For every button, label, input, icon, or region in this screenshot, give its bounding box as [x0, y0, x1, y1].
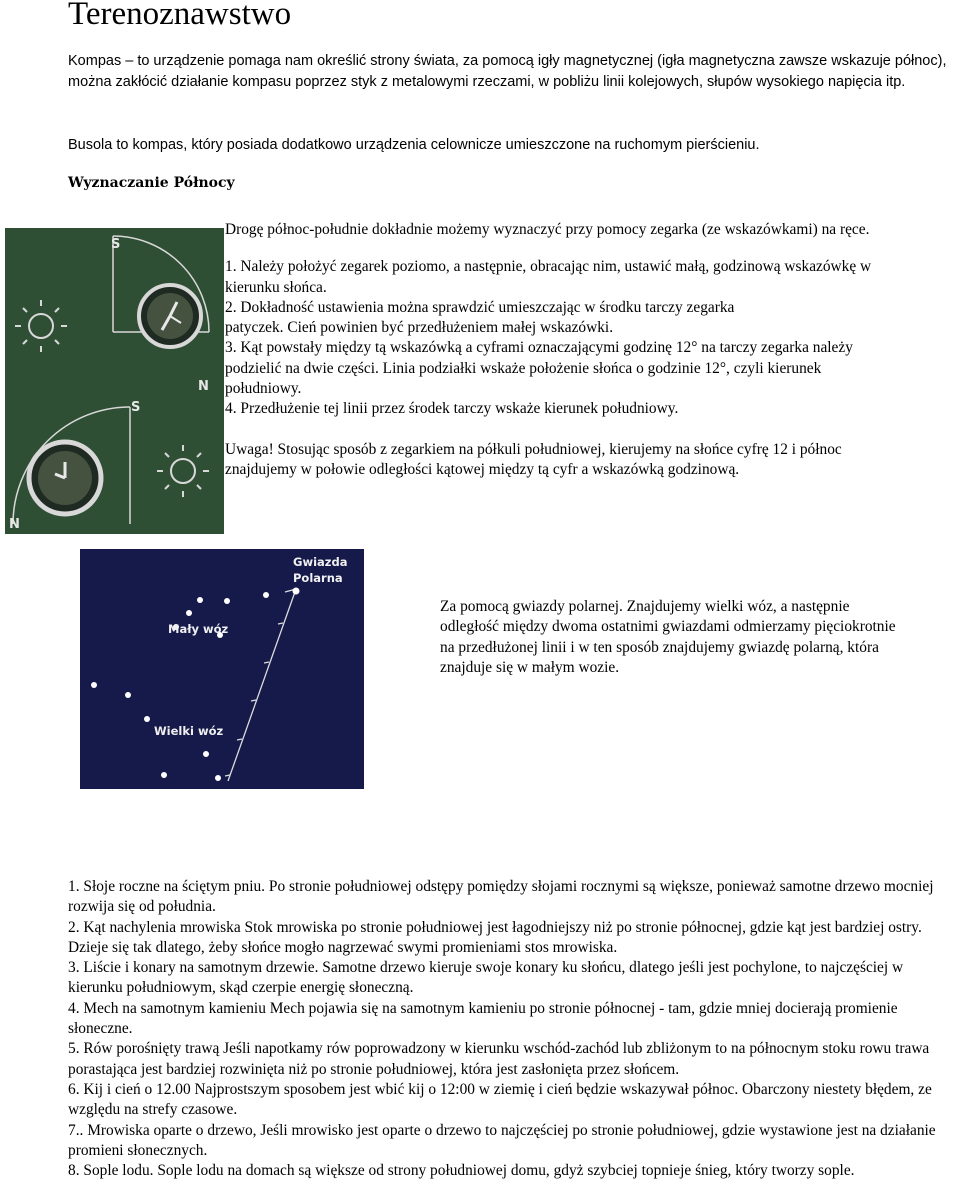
label-polaris-1: Gwiazda: [293, 555, 348, 569]
polaris-line-3: na przedłużonej linii i w ten sposób znajdujemy gwiazdę polarną, która: [440, 638, 879, 656]
label-s-lower: S: [131, 400, 141, 415]
other-methods-list: [68, 877, 958, 1181]
method-item-5: 5. Rów porośnięty trawą Jeśli napotkamy rów poprowadzony w kierunku wschód-zachód lub zbliżonym to na północnym stoku rowu trawa porastająca jest bardziej rozwinięta niż po stronie południowej, która jest zasłonięta przez słońcem.: [68, 1040, 930, 1078]
watch-sun-figure: [5, 228, 224, 534]
page-title: Terenoznawstwo: [68, 0, 292, 32]
busola-paragraph: Busola to kompas, który posiada dodatkowo urządzenia celownicze umieszczone na ruchomym pierścieniu.: [68, 137, 760, 153]
warning-line-2: znajdujemy w połowie odległości kątowej między tą cyfr a wskazówką godzinową.: [225, 460, 740, 478]
label-polaris-2: Polarna: [293, 571, 343, 585]
compass-paragraph: Kompas – to urządzenie pomaga nam określić strony świata, za pomocą igły magnetycznej (igła magnetyczna zawsze wskazuje północ), można zakłócić działanie kompasu poprzez styk z metalowymi rzeczami, w pobliżu linii kolejowych, słupów wysokiego napięcia itp.: [68, 53, 947, 90]
method-item-1: 1. Słoje roczne na ściętym pniu. Po stronie południowej odstępy pomiędzy słojami rocznymi są większe, ponieważ samotne drzewo mocniej rozwija się od południa.: [68, 878, 934, 916]
label-little-dipper: Mały wóz: [168, 622, 229, 636]
method-item-8: 8. Sople lodu. Sople lodu na domach są większe od strony południowej domu, gdyż szybciej topnieje śnieg, który tworzy sople.: [68, 1162, 855, 1180]
method-item-7: 7.. Mrowiska oparte o drzewo, Jeśli mrowisko jest oparte o drzewo to najczęściej po stronie południowej, gdzie wystawione jest na działanie promieni słonecznych.: [68, 1121, 936, 1159]
method-item-6: 6. Kij i cień o 12.00 Najprostszym sposobem jest wbić kij o 12:00 w ziemię i cień będzie wskazywał północ. Obarczony niestety błędem, ze względu na strefy czasowe.: [68, 1080, 932, 1119]
watch-step-1-line-2: kierunku słońca.: [225, 278, 327, 296]
watch-step-1-line-1: 1. Należy położyć zegarek poziomo, a następnie, obracając nim, ustawić małą, godzinową wskazówkę w: [225, 258, 872, 276]
polaris-line-4: znajduje się w małym wozie.: [440, 658, 620, 676]
watch-method-text: [225, 220, 960, 480]
figure-background: [80, 549, 364, 789]
polaris-line-2: odległość między dwoma ostatnimi gwiazdami odmierzamy pięciokrotnie: [440, 618, 896, 636]
watch-step-4: 4. Przedłużenie tej linii przez środek tarczy wskaże kierunek południowy.: [225, 400, 679, 418]
watch-intro: Drogę północ-południe dokładnie możemy wyznaczyć przy pomocy zegarka (ze wskazówkami) na ręce.: [225, 221, 870, 238]
method-item-3: 3. Liście i konary na samotnym drzewie. Samotne drzewo kieruje swoje konary ku słońcu, dlatego jeśli jest pochylone, to najczęściej w kierunku południowym, skąd czerpie energię słoneczną.: [68, 959, 904, 997]
polaris-line-1: Za pomocą gwiazdy polarnej. Znajdujemy wielki wóz, a następnie: [440, 598, 850, 615]
watch-step-2-line-1: 2. Dokładność ustawienia można sprawdzić umieszczając w środku tarczy zegarka: [225, 298, 735, 316]
watch-step-3-line-3: południowy.: [225, 380, 302, 398]
label-s-upper: S: [111, 237, 121, 252]
label-big-dipper: Wielki wóz: [154, 724, 224, 738]
label-n-lower: N: [9, 517, 20, 532]
warning-line-1: Uwaga! Stosując sposób z zegarkiem na półkuli południowej, kierujemy na słońce cyfrę 12 i północ: [225, 440, 842, 458]
watch-step-3-line-2: podzielić na dwie części. Linia podziałki wskaże położenie słońca o godzinie 12°, czyli kierunek: [225, 359, 822, 377]
label-n-upper: N: [198, 379, 209, 394]
watch-step-2-line-2: patyczek. Cień powinien być przedłużeniem małej wskazówki.: [225, 319, 614, 337]
method-item-4: 4. Mech na samotnym kamieniu Mech pojawia się na samotnym kamieniu po stronie północnej - tam, gdzie mniej docierają promienie słoneczne.: [68, 999, 898, 1038]
method-item-2: 2. Kąt nachylenia mrowiska Stok mrowiska po stronie południowej jest łagodniejszy niż po stronie północnej, gdzie kąt jest bardziej ostry. Dzieje się tak dlatego, żeby słońce mogło nagrzewać swymi promieniami stos mrowiska.: [68, 918, 922, 956]
section-heading: Wyznaczanie Północy: [68, 175, 235, 191]
star-map-figure: [80, 549, 364, 789]
watch-step-3-line-1: 3. Kąt powstały między tą wskazówką a cyframi oznaczającymi godzinę 12° na tarczy zegarka należy: [225, 339, 853, 357]
polaris-method-text: [440, 597, 960, 678]
